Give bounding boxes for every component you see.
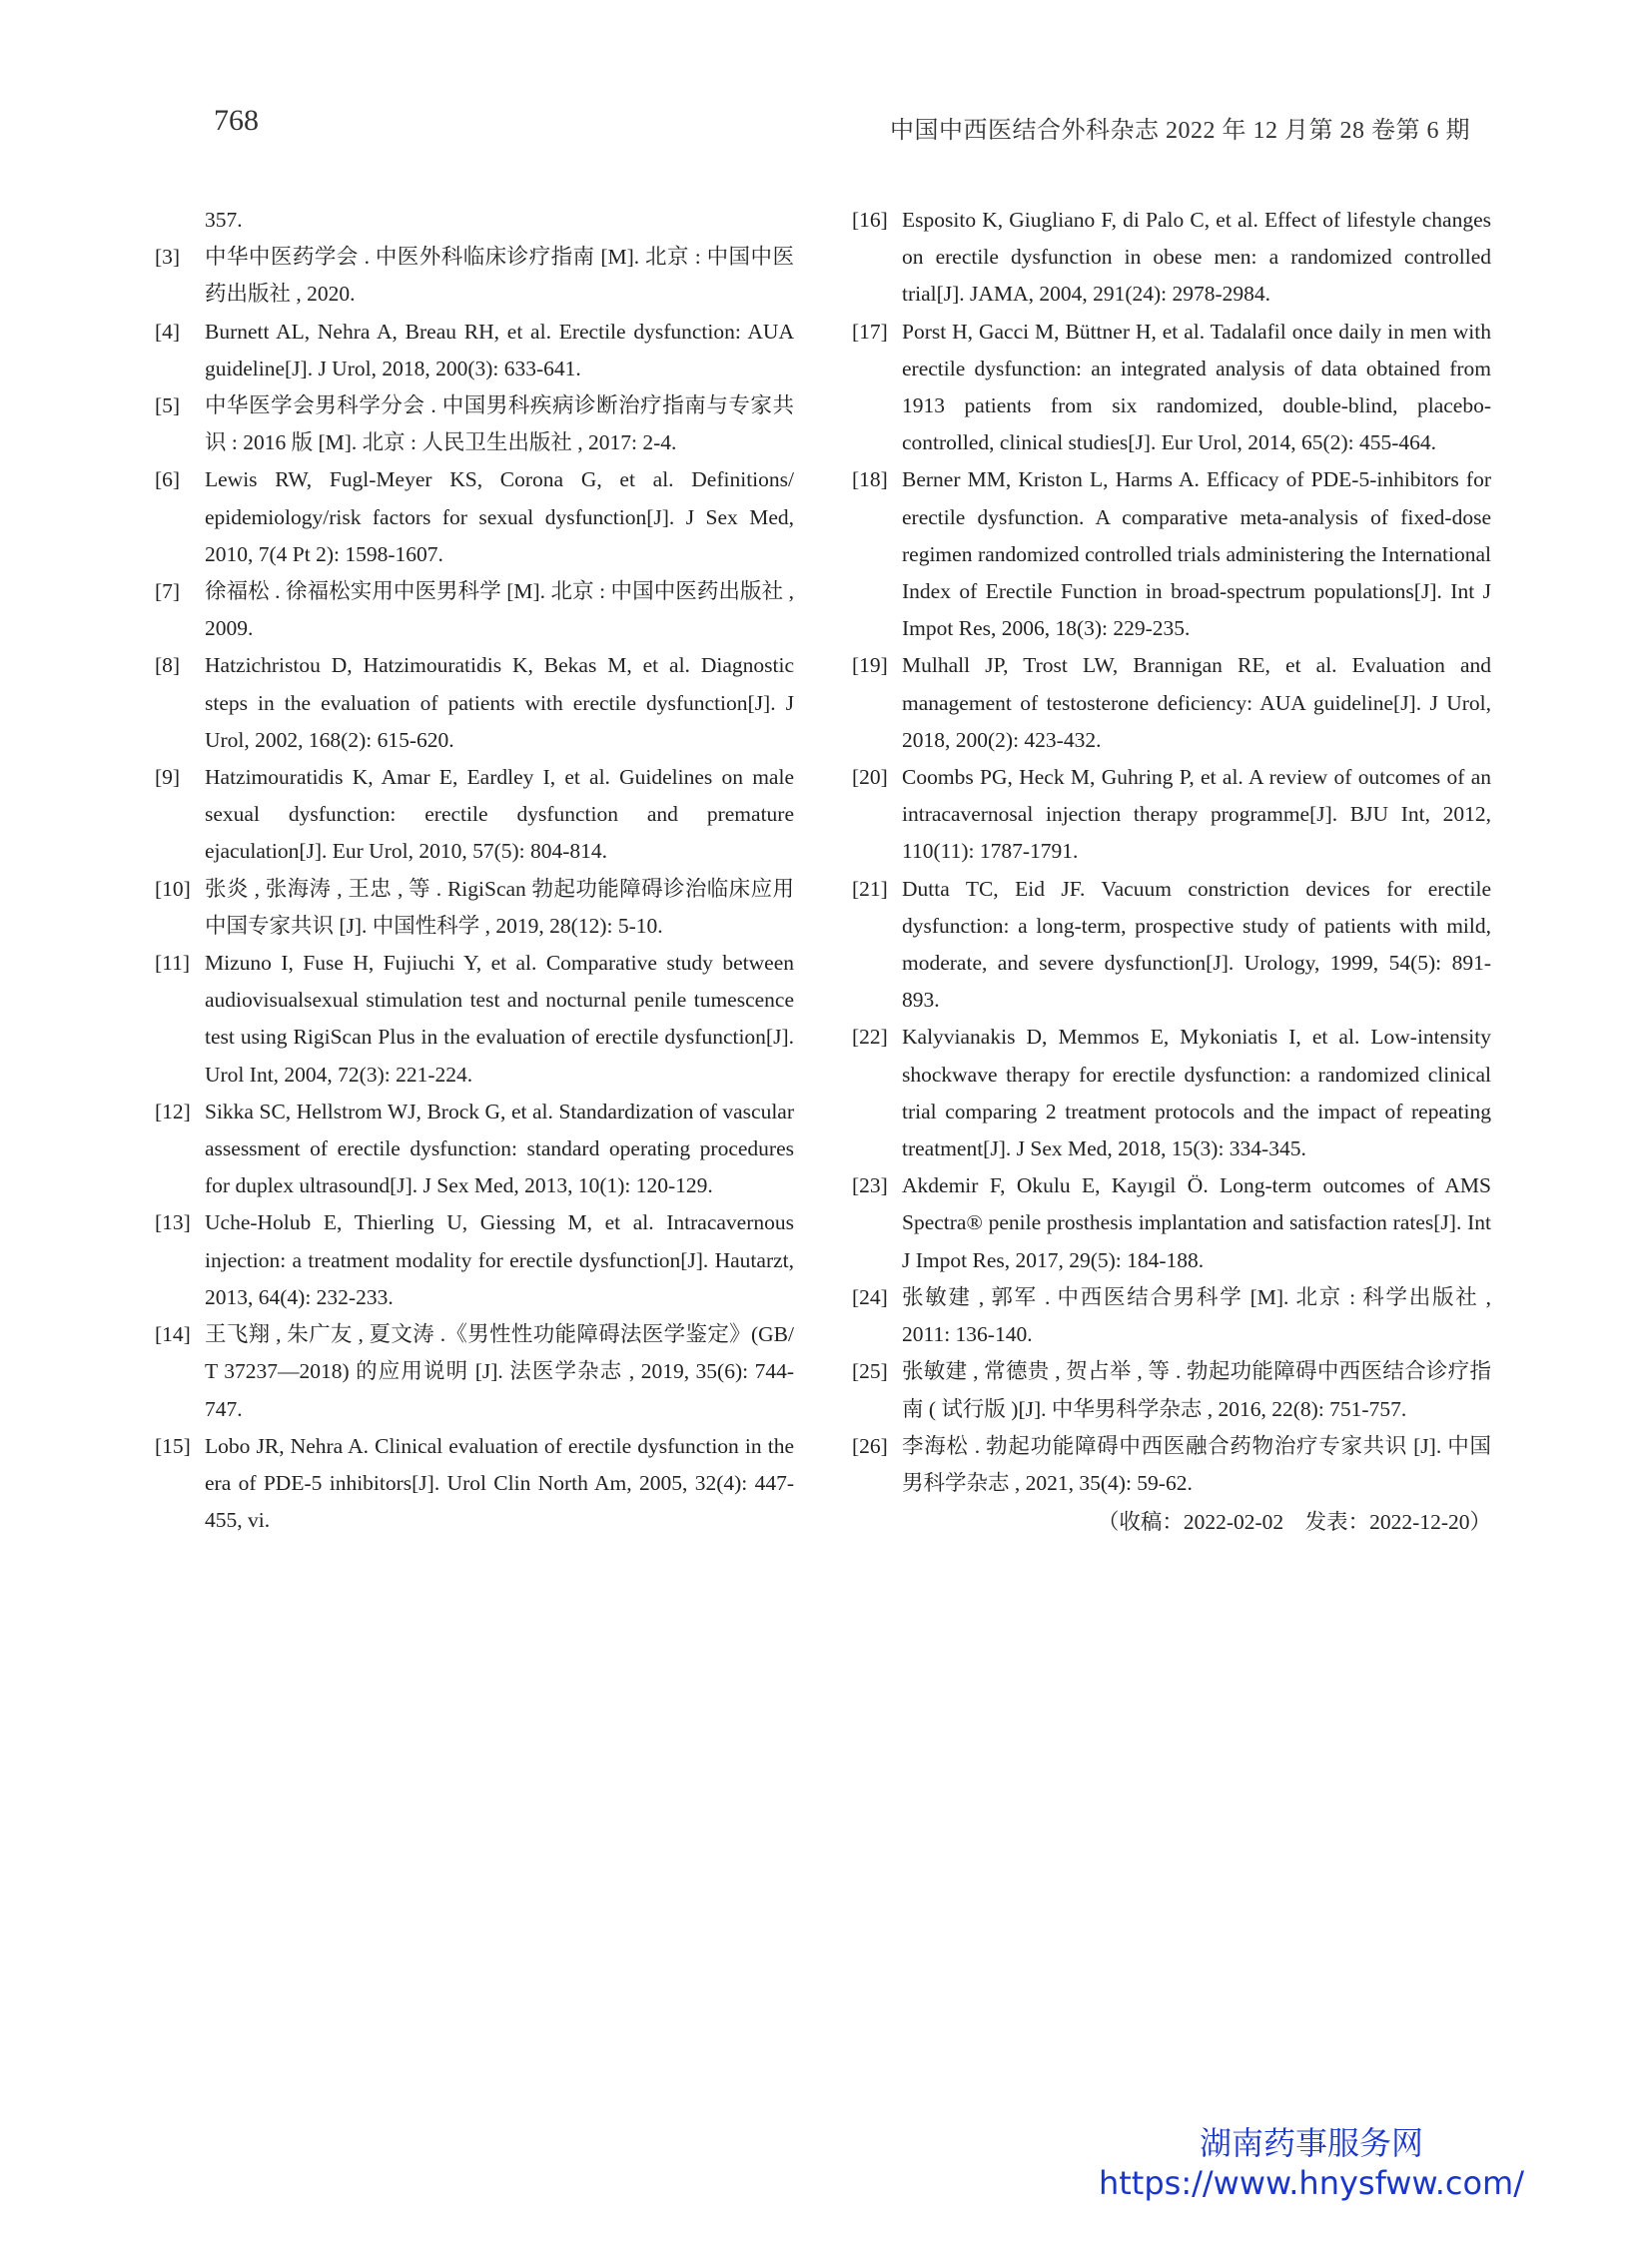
reference-number: [9] [155, 765, 181, 790]
reference-number: [6] [155, 467, 181, 492]
reference-item [155, 239, 794, 313]
reference-number: [19] [852, 653, 888, 678]
reference-number: [16] [852, 208, 888, 232]
reference-text: Akdemir F, Okulu E, Kayıgil Ö. Long-term outcomes of AMS Spectra® penile prosthesis implantation and satisfaction rates[J]. Int J Impot Res, 2017, 29(5): 184-188. [902, 1173, 1491, 1272]
reference-text: Hatzimouratidis K, Amar E, Eardley I, et al. Guidelines on male sexual dysfunction: erectile dysfunction and premature ejaculation[J]. Eur Urol, 2010, 57(5): 804-814. [205, 765, 794, 864]
reference-number: [14] [155, 1322, 191, 1347]
watermark-site-name: 湖南药事服务网 [1199, 2124, 1423, 2162]
reference-text: Mizuno I, Fuse H, Fujiuchi Y, et al. Comparative study between audiovisualsexual stimulation test and nocturnal penile tumescence test using RigiScan Plus in the evaluation of erectile dysfunction[J]. Urol Int, 2004, 72(3): 221-224. [205, 951, 794, 1087]
reference-item [155, 647, 794, 759]
reference-text: Berner MM, Kriston L, Harms A. Efficacy of PDE-5-inhibitors for erectile dysfunction. A comparative meta-analysis of fixed-dose regimen randomized controlled trials administering the International Index of Erectile Function in broad-spectrum populations[J]. Int J Impot Res, 2006, 18(3): 229-235. [902, 467, 1491, 641]
reference-number: [20] [852, 765, 888, 790]
reference-number: [15] [155, 1433, 191, 1458]
reference-text: Esposito K, Giugliano F, di Palo C, et al. Effect of lifestyle changes on erectile dysfunction in obese men: a randomized controlled trial[J]. JAMA, 2004, 291(24): 2978-2984. [902, 208, 1491, 307]
reference-text: Dutta TC, Eid JF. Vacuum constriction devices for erectile dysfunction: a long-term, prospective study of patients with mild, moderate, and severe dysfunction[J]. Urology, 1999, 54(5): 891-893. [902, 876, 1491, 1013]
reference-item [155, 1428, 794, 1540]
running-head: 中国中西医结合外科杂志 2022 年 12 月第 28 卷第 6 期 [890, 118, 1470, 144]
reference-text: Lewis RW, Fugl-Meyer KS, Corona G, et al. Definitions/ epidemiology/risk factors for sexual dysfunction[J]. J Sex Med, 2010, 7(4 Pt 2): 1598-1607. [205, 467, 794, 566]
reference-number: [23] [852, 1173, 888, 1198]
reference-number: [13] [155, 1210, 191, 1235]
reference-text: Coombs PG, Heck M, Guhring P, et al. A review of outcomes of an intracavernosal injection therapy programme[J]. BJU Int, 2012, 110(11): 1787-1791. [902, 765, 1491, 864]
reference-item [155, 461, 794, 573]
reference-item [155, 1316, 794, 1428]
reference-item [852, 1428, 1491, 1502]
reference-text: 徐福松 . 徐福松实用中医男科学 [M]. 北京 : 中国中医药出版社 , 2009. [205, 579, 794, 641]
reference-number: [8] [155, 653, 181, 678]
reference-number: [5] [155, 393, 181, 418]
reference-text: 王飞翔 , 朱广友 , 夏文涛 .《男性性功能障碍法医学鉴定》(GB/ T 37237—2018) 的应用说明 [J]. 法医学杂志 , 2019, 35(6): 744-747. [205, 1322, 794, 1421]
reference-item [852, 314, 1491, 462]
reference-item [852, 1279, 1491, 1353]
page-number: 768 [214, 104, 259, 137]
reference-text: Kalyvianakis D, Memmos E, Mykoniatis I, et al. Low-intensity shockwave therapy for erectile dysfunction: a randomized clinical trial comparing 2 treatment protocols and the impact of repeating treatment[J]. J Sex Med, 2018, 15(3): 334-345. [902, 1025, 1491, 1161]
left-column [155, 202, 794, 1539]
reference-number: [21] [852, 876, 888, 901]
reference-item [155, 387, 794, 461]
reference-text: Sikka SC, Hellstrom WJ, Brock G, et al. Standardization of vascular assessment of erectile dysfunction: standard operating procedures for duplex ultrasound[J]. J Sex Med, 2013, 10(1): 120-129. [205, 1099, 794, 1198]
reference-number: [7] [155, 579, 181, 604]
reference-text: 中华医学会男科学分会 . 中国男科疾病诊断治疗指南与专家共识 : 2016 版 [M]. 北京 : 人民卫生出版社 , 2017: 2-4. [205, 393, 794, 455]
watermark-url[interactable]: https://www.hnysfww.com/ [1098, 2164, 1524, 2202]
reference-text: Uche-Holub E, Thierling U, Giessing M, et al. Intracavernous injection: a treatment modality for erectile dysfunction[J]. Hautarzt, 2013, 64(4): 232-233. [205, 1210, 794, 1309]
reference-item [155, 1094, 794, 1205]
reference-item [155, 573, 794, 647]
reference-text: Mulhall JP, Trost LW, Brannigan RE, et al. Evaluation and management of testosterone deficiency: AUA guideline[J]. J Urol, 2018, 200(2): 423-432. [902, 653, 1491, 752]
reference-item [852, 647, 1491, 759]
reference-item [155, 759, 794, 871]
site-watermark [1099, 2123, 1524, 2203]
reference-number: [18] [852, 467, 888, 492]
reference-text: 张敏建 , 郭军 . 中西医结合男科学 [M]. 北京 : 科学出版社 , 2011: 136-140. [902, 1284, 1491, 1347]
reference-text: Burnett AL, Nehra A, Breau RH, et al. Erectile dysfunction: AUA guideline[J]. J Urol, 2018, 200(3): 633-641. [205, 319, 794, 380]
reference-continuation: 357. [205, 208, 243, 232]
reference-number: [10] [155, 876, 191, 901]
reference-item [155, 945, 794, 1094]
reference-text: 张敏建 , 常德贵 , 贺占举 , 等 . 勃起功能障碍中西医结合诊疗指南 ( 试行版 )[J]. 中华男科学杂志 , 2016, 22(8): 751-757. [902, 1359, 1491, 1421]
reference-number: [22] [852, 1025, 888, 1050]
received-published-dates: （收稿：2022-02-02 发表：2022-12-20） [1097, 1510, 1491, 1535]
reference-item [852, 1353, 1491, 1427]
reference-item [155, 314, 794, 387]
reference-text: Hatzichristou D, Hatzimouratidis K, Bekas M, et al. Diagnostic steps in the evaluation of patients with erectile dysfunction[J]. J Urol, 2002, 168(2): 615-620. [205, 653, 794, 752]
reference-item [155, 871, 794, 945]
reference-number: [24] [852, 1284, 888, 1309]
reference-item [155, 1204, 794, 1316]
reference-number: [25] [852, 1359, 888, 1384]
reference-number: [4] [155, 319, 181, 344]
reference-number: [11] [155, 951, 191, 976]
reference-number: [26] [852, 1433, 888, 1458]
reference-text: Lobo JR, Nehra A. Clinical evaluation of erectile dysfunction in the era of PDE-5 inhibitors[J]. Urol Clin North Am, 2005, 32(4): 447-455, vi. [205, 1433, 794, 1533]
reference-text: 张炎 , 张海涛 , 王忠 , 等 . RigiScan 勃起功能障碍诊治临床应用中国专家共识 [J]. 中国性科学 , 2019, 28(12): 5-10. [205, 876, 794, 938]
reference-text: 李海松 . 勃起功能障碍中西医融合药物治疗专家共识 [J]. 中国男科学杂志 , 2021, 35(4): 59-62. [902, 1433, 1491, 1495]
reference-item [852, 871, 1491, 1020]
reference-item [852, 202, 1491, 314]
reference-item [852, 461, 1491, 647]
reference-item [852, 1167, 1491, 1279]
reference-number: [17] [852, 319, 888, 344]
reference-item [852, 759, 1491, 871]
reference-item [852, 1019, 1491, 1167]
reference-number: [12] [155, 1099, 191, 1123]
reference-number: [3] [155, 245, 181, 270]
reference-text: 中华中医药学会 . 中医外科临床诊疗指南 [M]. 北京 : 中国中医药出版社 , 2020. [205, 245, 794, 307]
right-column [852, 202, 1491, 1541]
reference-text: Porst H, Gacci M, Büttner H, et al. Tadalafil once daily in men with erectile dysfunction: an integrated analysis of data obtained from 1913 patients from six randomized, double-blind, placebo-controlled, clinical studies[J]. Eur Urol, 2014, 65(2): 455-464. [902, 319, 1491, 455]
